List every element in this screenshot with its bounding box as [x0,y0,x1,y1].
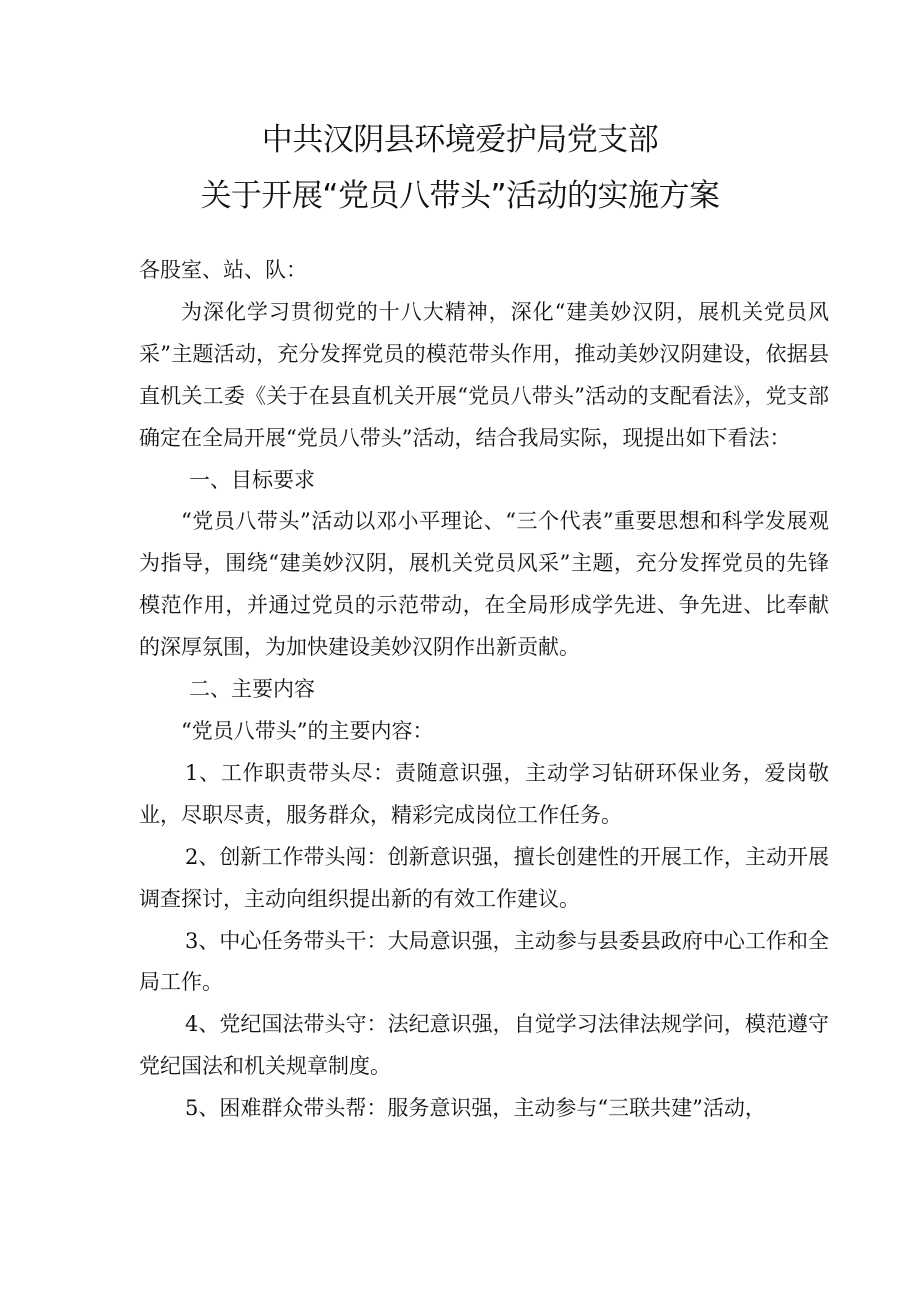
list-item: 4、党纪国法带头守：法纪意识强，自觉学习法律法规学问，模范遵守党纪国法和机关规章制度。 [139,1012,829,1079]
document-body [139,250,829,1130]
section-1-paragraph: “党员八带头”活动以邓小平理论、“三个代表”重要思想和科学发展观为指导，围绕“建美妙汉阴，展机关党员风采”主题，充分发挥党员的先锋模范作用，并通过党员的示范带动，在全局形成学先进、争先进、比奉献的深厚氛围，为加快建设美妙汉阴作出新贡献。 [139,509,829,660]
section-2-heading: 二、主要内容 [189,677,315,702]
salutation: 各股室、站、队： [139,258,307,282]
document-title [0,112,920,224]
list-item: 5、困难群众带头帮：服务意识强，主动参与“三联共建”活动， [185,1096,766,1121]
title-line-1: 中共汉阴县环境爱护局党支部 [261,122,659,158]
list-item: 1、工作职责带头尽：责随意识强，主动学习钻研环保业务，爱岗敬业，尽职尽责，服务群众，精彩完成岗位工作任务。 [139,760,829,827]
list-item: 3、中心任务带头干：大局意识强，主动参与县委县政府中心工作和全局工作。 [139,928,829,995]
list-item: 2、创新工作带头闯：创新意识强，擅长创建性的开展工作，主动开展调查探讨，主动向组织提出新的有效工作建议。 [139,844,829,911]
section-1-heading: 一、目标要求 [189,467,315,492]
section-2-lead: “党员八带头”的主要内容： [181,718,434,743]
intro-paragraph: 为深化学习贯彻党的十八大精神，深化“建美妙汉阴，展机关党员风采”主题活动，充分发挥党员的模范带头作用，推动美妙汉阴建设，依据县直机关工委《关于在县直机关开展“党员八带头”活动的支配看法》，党支部确定在全局开展“党员八带头”活动，结合我局实际，现提出如下看法： [139,299,829,450]
title-line-2: 关于开展“党员八带头”活动的实施方案 [200,178,720,214]
